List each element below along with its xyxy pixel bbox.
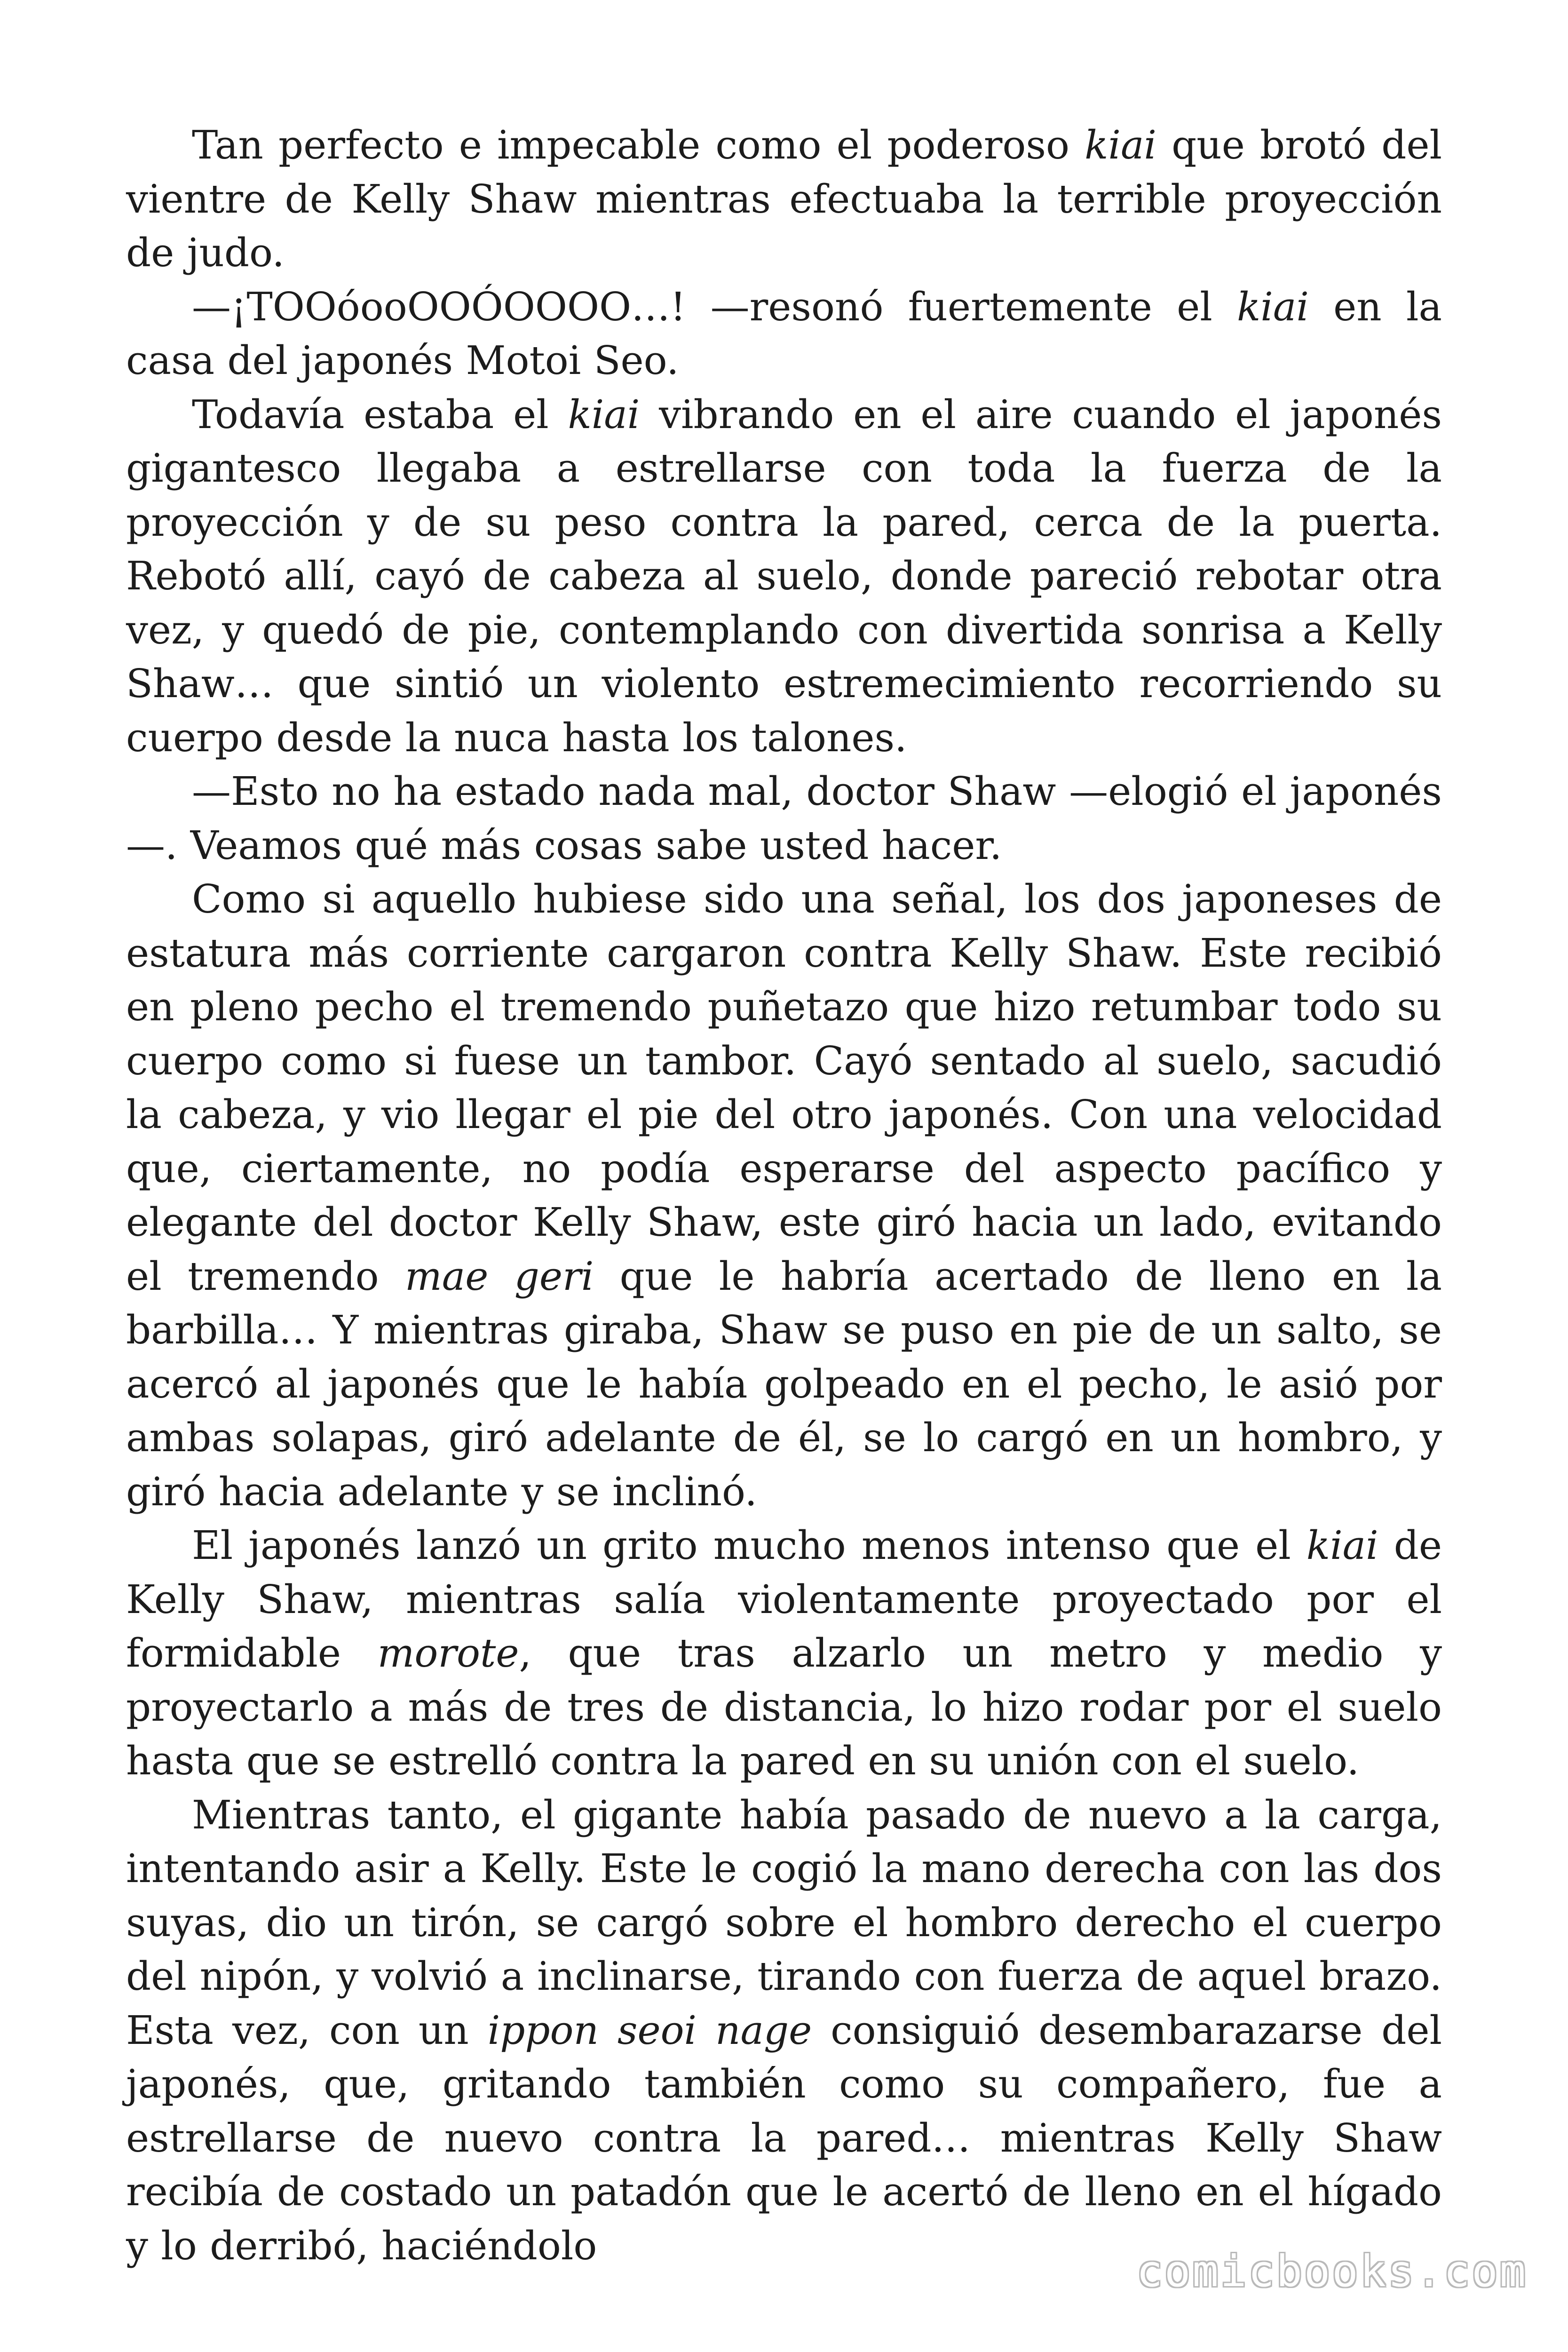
paragraph-2 <box>126 280 1442 388</box>
text-run: Tan perfecto e impecable como el poderoso <box>192 122 1085 168</box>
text-run: en la casa del japonés Motoi Seo. <box>126 284 1442 383</box>
italic-term: mae geri <box>405 1253 594 1299</box>
text-run: Como si aquello hubiese sido una señal, los dos japoneses de estatura más corriente cargaron contra Kelly Shaw. Este recibió en pleno pecho el tremendo puñetazo que hizo retumbar todo su cuerpo como si fuese un tambor. Cayó sentado al suelo, sacudió la cabeza, y vio llegar el pie del otro japonés. Con una velocidad que, ciertamente, no podía esperarse del aspecto pacífico y elegante del doctor Kelly Shaw, este giró hacia un lado, evitando el tremendo <box>126 876 1442 1299</box>
text-run: , que tras alzarlo un metro y medio y proyectarlo a más de tres de distancia, lo hizo rodar por el suelo hasta que se estrelló contra la pared en su unión con el suelo. <box>126 1630 1442 1784</box>
italic-term: kiai <box>568 391 640 437</box>
paragraph-3 <box>126 388 1442 765</box>
italic-term: ippon seoi nage <box>487 2007 812 2053</box>
paragraph-5 <box>126 873 1442 1519</box>
site-watermark: comicbooks.com <box>1136 2246 1528 2296</box>
text-run: que le habría acertado de lleno en la barbilla… Y mientras giraba, Shaw se puso en pie de un salto, se acercó al japonés que le había golpeado en el pecho, le asió por ambas solapas, giró adelante de él, se lo cargó en un hombro, y giró hacia adelante y se inclinó. <box>126 1253 1442 1515</box>
paragraph-4 <box>126 765 1442 873</box>
italic-term: kiai <box>1306 1523 1378 1568</box>
italic-term: kiai <box>1237 284 1309 330</box>
italic-term: morote <box>377 1630 519 1676</box>
text-run: vibrando en el aire cuando el japonés gigantesco llegaba a estrellarse con toda la fuerza de la proyección y de su peso contra la pared, cerca de la puerta. Rebotó allí, cayó de cabeza al suelo, donde pareció rebotar otra vez, y quedó de pie, contemplando con divertida sonrisa a Kelly Shaw… que sintió un violento estremecimiento recorriendo su cuerpo desde la nuca hasta los talones. <box>126 391 1442 761</box>
paragraph-7 <box>126 1788 1442 2273</box>
page-body <box>126 119 1442 2273</box>
text-run: consiguió desembarazarse del japonés, que, gritando también como su compañero, fue a estrellarse de nuevo contra la pared… mientras Kelly Shaw recibía de costado un patadón que le acertó de lleno en el hígado y lo derribó, haciéndolo <box>126 2007 1442 2269</box>
text-run: Mientras tanto, el gigante había pasado de nuevo a la carga, intentando asir a Kelly. Este le cogió la mano derecha con las dos suyas, dio un tirón, se cargó sobre el hombro derecho el cuerpo del nipón, y volvió a inclinarse, tirando con fuerza de aquel brazo. Esta vez, con un <box>126 1792 1442 2053</box>
text-run: de Kelly Shaw, mientras salía violentamente proyectado por el formidable <box>126 1523 1442 1676</box>
text-run: —Esto no ha estado nada mal, doctor Shaw —elogió el japonés —. Veamos qué más cosas sabe usted hacer. <box>126 769 1442 868</box>
text-run: Todavía estaba el <box>192 391 568 437</box>
text-run: El japonés lanzó un grito mucho menos intenso que el <box>192 1523 1307 1568</box>
text-run: que brotó del vientre de Kelly Shaw mientras efectuaba la terrible proyección de judo. <box>126 122 1442 276</box>
italic-term: kiai <box>1085 122 1156 168</box>
paragraph-1 <box>126 119 1442 280</box>
text-run: —¡TOOóooOOÓOOOO…! —resonó fuertemente el <box>192 284 1237 330</box>
paragraph-6 <box>126 1519 1442 1788</box>
